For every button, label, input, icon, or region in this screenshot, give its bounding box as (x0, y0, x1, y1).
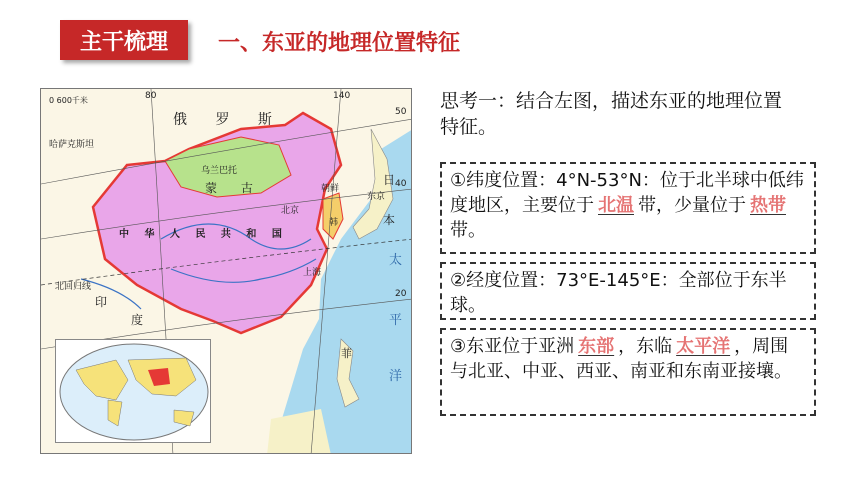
label-india-2: 度 (131, 313, 144, 327)
label-japan-ben: 本 (383, 213, 396, 227)
label-ulaanbaatar: 乌兰巴托 (201, 166, 238, 176)
label-china: 中 华 人 民 共 和 国 (119, 229, 288, 240)
location-text-1: ③东亚位于亚洲 (450, 336, 575, 357)
latitude-40: 40 (395, 179, 407, 189)
longitude-140: 140 (333, 91, 351, 101)
answer-east: 东部 (578, 336, 615, 357)
label-korea: 朝鲜 (321, 184, 340, 194)
answer-north-temperate: 北温 (598, 195, 634, 216)
section-heading: 一、东亚的地理位置特征 (218, 31, 461, 56)
answer-tropical: 热带 (750, 195, 786, 216)
location-text-2: ，东临 (618, 336, 673, 357)
world-inset-map (55, 339, 211, 443)
latitude-20: 20 (395, 289, 407, 299)
map-scale: 0 600千米 (49, 96, 88, 105)
label-pacific-2: 平 (389, 313, 403, 328)
label-india: 印 (95, 295, 108, 309)
location-text-3: ，周围与北亚、中亚、西亚、南亚和东南亚接壤。 (450, 336, 792, 382)
latitude-50: 50 (395, 107, 407, 117)
longitude-answer-box (440, 262, 816, 320)
label-japan-ri: 日 (383, 173, 396, 187)
latitude-text-3: 带。 (450, 220, 486, 241)
inset-drawing (56, 340, 212, 444)
latitude-text-2: 带，少量位于 (638, 195, 746, 216)
longitude-text: ②经度位置：73°E-145°E：全部位于东半球。 (450, 270, 787, 316)
label-pacific-1: 太 (389, 253, 403, 268)
label-tropic: 北回归线 (55, 282, 92, 292)
latitude-answer-box (440, 162, 816, 254)
label-shanghai: 上海 (303, 268, 322, 278)
latitude-text-1: ①纬度位置：4°N-53°N：位于北半球中低纬度地区，主要位于 (450, 170, 804, 216)
label-russia: 俄 罗 斯 (173, 112, 284, 128)
longitude-80: 80 (145, 91, 157, 101)
question-text: 思考一：结合左图，描述东亚的地理位置特征。 (440, 90, 783, 138)
label-philippines: 菲 (341, 347, 352, 360)
label-beijing: 北京 (281, 206, 300, 216)
section-tag: 主干梳理 (60, 20, 188, 60)
label-mongolia: 蒙 古 (205, 181, 263, 195)
label-tokyo: 东京 (367, 192, 386, 202)
label-rok: 韩 (329, 218, 339, 228)
label-pacific-3: 洋 (389, 369, 403, 384)
location-answer-box (440, 328, 816, 416)
answer-pacific: 太平洋 (676, 336, 731, 357)
east-asia-map (40, 88, 412, 454)
label-kazakh: 哈萨克斯坦 (49, 140, 95, 150)
